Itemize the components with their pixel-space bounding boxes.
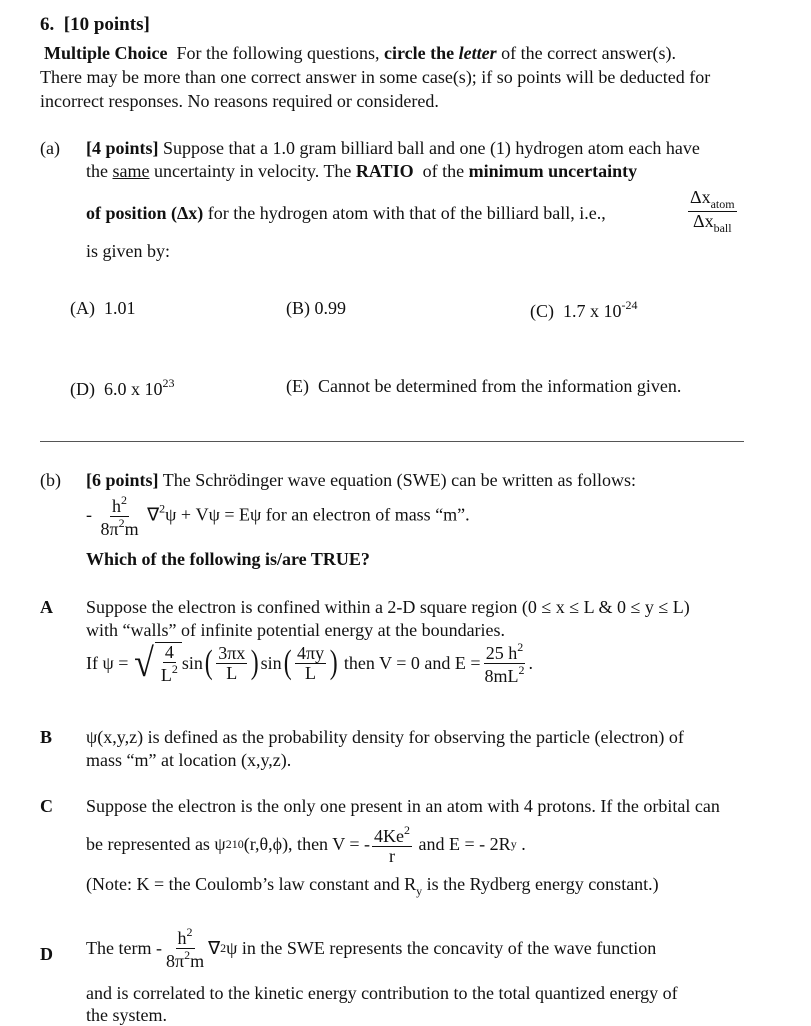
part-a-line-3 (86, 203, 606, 224)
sup: 2 (186, 925, 193, 939)
sin: sin (181, 652, 203, 673)
choice-C[interactable] (530, 298, 638, 322)
text: and E = - 2R (418, 834, 511, 855)
num: 3πx (218, 643, 246, 663)
option-C-note (86, 874, 659, 899)
text: be represented as ψ (86, 834, 226, 855)
right-paren-icon: ) (329, 644, 338, 682)
den: L (160, 664, 172, 685)
choice-value: 1.7 x 10 (563, 301, 622, 321)
text: The term - (86, 937, 162, 958)
choice-letter-E[interactable]: (E) (286, 376, 309, 396)
part-b-question (86, 549, 370, 570)
period: . (521, 834, 526, 855)
option-D-line-3: the system. (86, 1005, 167, 1025)
underlined-same: same (112, 161, 150, 181)
den: L (305, 662, 317, 683)
choice-letter-D[interactable]: (D) (70, 379, 95, 399)
question-number: 6. (40, 14, 55, 35)
choice-E[interactable] (286, 376, 681, 397)
swe-equation (86, 494, 470, 539)
intro-italic: letter (458, 43, 497, 63)
part-a-line-1 (86, 138, 700, 159)
nabla: ∇ (147, 504, 160, 525)
sub: ball (713, 220, 732, 235)
num: 4πy (296, 643, 325, 663)
text: the (86, 161, 108, 181)
num: 4Ke (374, 826, 405, 846)
option-D-line-1 (86, 926, 656, 971)
sub: atom (710, 197, 735, 211)
part-a-text: Suppose that a 1.0 gram billiard ball and one (1) hydrogen atom each have (163, 138, 700, 158)
sup: 2 (159, 501, 166, 516)
text: (Note: K = the Coulomb’s law constant and R (86, 874, 417, 894)
part-a-points: [4 points] (86, 138, 159, 158)
intro-text-2: of the correct answer(s). (501, 43, 677, 63)
sqrt-icon: √ (134, 640, 154, 686)
minimum-uncertainty-bold: minimum uncertainty (468, 161, 638, 181)
part-a-label: (a) (40, 138, 60, 158)
option-A-letter[interactable]: A (40, 597, 53, 617)
question-bold: Which of the following is/are TRUE? (86, 549, 370, 569)
fraction (159, 643, 180, 685)
fraction (164, 926, 206, 971)
text: is the Rydberg energy constant.) (426, 874, 659, 894)
sup: 2 (184, 947, 191, 962)
fraction (688, 188, 737, 234)
option-B-line-2: mass “m” at location (x,y,z). (86, 750, 292, 770)
sup: 2 (518, 662, 525, 677)
choice-value: 0.99 (314, 298, 346, 318)
exponent: 23 (162, 376, 175, 390)
intro-bold: circle the (384, 43, 455, 63)
text: ψ in the SWE represents the concavity of the wave function (226, 937, 657, 958)
text: If ψ = (86, 652, 129, 673)
part-b-points: [6 points] (86, 470, 159, 490)
den: r (389, 845, 396, 866)
fraction (295, 644, 326, 683)
intro-text: For the following questions, (176, 43, 380, 63)
mc-title: Multiple Choice (44, 43, 168, 63)
choice-D[interactable] (70, 376, 175, 400)
nabla: ∇ (208, 937, 221, 958)
text: ψ + Vψ = Eψ for an electron of mass “m”. (165, 504, 470, 525)
sup: 2 (517, 640, 524, 654)
exponent: -24 (621, 298, 638, 312)
choice-letter-C[interactable]: (C) (530, 301, 554, 321)
text: then V = 0 and E = (343, 652, 481, 673)
num: Δx (690, 187, 711, 207)
minus-sign: - (86, 504, 92, 525)
den: 8π (165, 950, 185, 971)
text: The Schrödinger wave equation (SWE) can be written as follows: (162, 470, 637, 490)
den: L (226, 662, 238, 683)
option-C-line-2 (86, 824, 526, 866)
choice-A[interactable] (70, 298, 136, 319)
sin: sin (260, 652, 282, 673)
of-position-bold: of position (Δx) (86, 203, 204, 223)
choice-value: 1.01 (104, 298, 136, 318)
num: h (177, 928, 187, 948)
sub: y (510, 837, 517, 852)
instructions-line-3: incorrect responses. No reasons required or considered. (40, 91, 439, 111)
choice-value: 6.0 x 10 (104, 379, 163, 399)
den: 8mL (484, 665, 519, 686)
ratio-fraction (686, 188, 739, 234)
question-heading (40, 14, 150, 36)
right-paren-icon: ) (251, 644, 259, 682)
fraction (216, 644, 247, 683)
option-C-letter[interactable]: C (40, 796, 53, 816)
text: uncertainty in velocity. The (153, 161, 352, 181)
option-B-line-1: ψ(x,y,z) is defined as the probability density for observing the particle (electron) of (86, 727, 684, 747)
sup: 2 (121, 493, 128, 507)
choice-letter-A[interactable]: (A) (70, 298, 95, 318)
part-b-line-1 (86, 470, 636, 491)
option-A-equation (86, 641, 533, 686)
den: Δx (693, 210, 714, 231)
period: . (528, 652, 534, 673)
section-divider (40, 441, 744, 442)
option-A-line-2: with “walls” of infinite potential energy at the boundaries. (86, 620, 506, 640)
left-paren-icon: ( (283, 644, 292, 682)
sup: 2 (171, 661, 178, 676)
num: 25 h (485, 643, 518, 663)
option-C-line-1: Suppose the electron is the only one present in an atom with 4 protons. If the orbital can (86, 796, 720, 816)
fraction (372, 824, 412, 866)
sub: y (416, 884, 423, 898)
part-a-line-4: is given by: (86, 241, 170, 261)
ratio-bold: RATIO (355, 161, 414, 181)
part-a-line-2 (86, 161, 637, 182)
instructions-line-1 (44, 43, 676, 64)
left-paren-icon: ( (204, 644, 213, 682)
option-D-letter[interactable]: D (40, 944, 53, 964)
sqrt-expression (133, 642, 182, 685)
option-D-line-2: and is correlated to the kinetic energy contribution to the total quantized energy of (86, 983, 678, 1003)
option-B-letter[interactable]: B (40, 727, 53, 747)
fraction (99, 494, 141, 539)
text: for the hydrogen atom with that of the billiard ball, i.e., (207, 203, 606, 223)
choice-value: Cannot be determined from the information given. (317, 376, 682, 396)
fraction (483, 641, 527, 686)
sup: 2 (404, 823, 411, 837)
den-m: m (124, 518, 139, 539)
choice-B[interactable] (286, 298, 346, 319)
text: of the (422, 161, 465, 181)
num: h (112, 496, 122, 516)
sup: 2 (118, 515, 125, 530)
num: 4 (164, 642, 174, 662)
question-points: [10 points] (63, 14, 150, 35)
text: (r,θ,ϕ), then V = - (243, 834, 371, 855)
den-m: m (190, 950, 205, 971)
instructions-line-2: There may be more than one correct answer in some case(s); if so points will be deducted for (40, 67, 711, 87)
option-A-line-1: Suppose the electron is confined within a 2-D square region (0 ≤ x ≤ L & 0 ≤ y ≤ L) (86, 597, 690, 617)
part-b-label: (b) (40, 470, 61, 490)
den: 8π (100, 518, 119, 539)
sup: 2 (220, 940, 227, 955)
choice-letter-B[interactable]: (B) (286, 298, 310, 318)
sub: 210 (225, 837, 244, 852)
